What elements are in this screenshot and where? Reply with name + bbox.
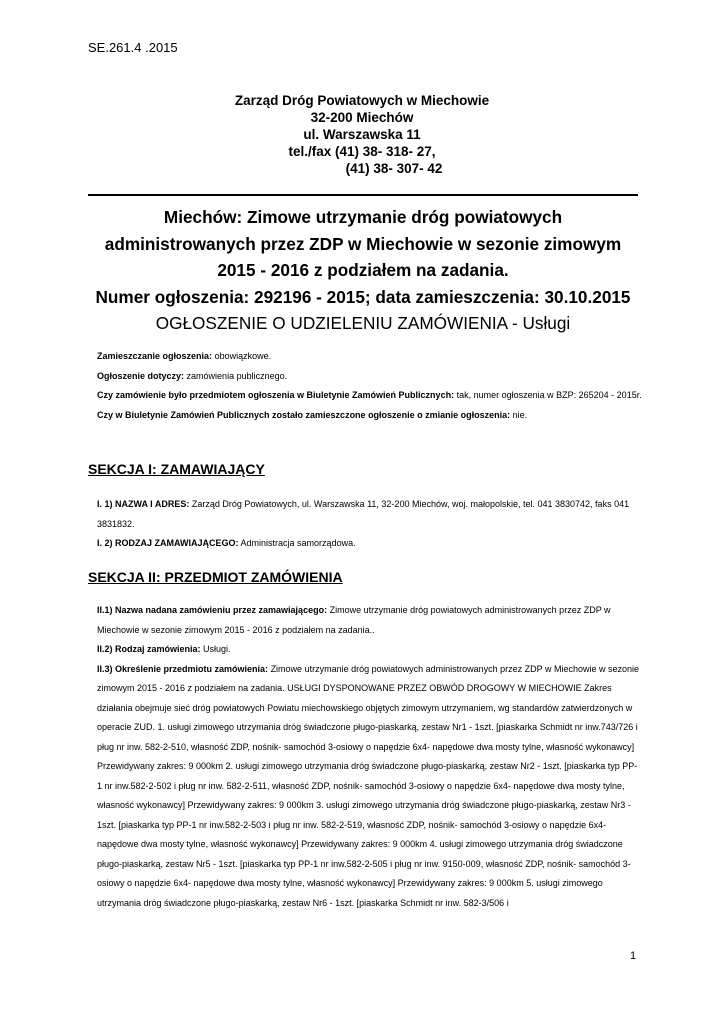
authority-type-value: Administracja samorządowa. [240,538,356,548]
authority-type-label: I. 2) RODZAJ ZAMAWIAJĄCEGO: [97,538,239,548]
address-label: I. 1) NAZWA I ADRES: [97,499,190,509]
meta-change-value: nie. [512,409,528,420]
contract-kind-label: II.2) Rodzaj zamówienia: [97,644,201,654]
issuer-header [0,92,724,177]
section-2-heading: SEKCJA II: PRZEDMIOT ZAMÓWIENIA [88,569,343,585]
title-line-3: 2015 - 2016 z podziałem na zadania. [217,260,509,280]
section-1-heading: SEKCJA I: ZAMAWIAJĄCY [88,461,265,477]
contract-name-value: Zimowe utrzymanie dróg powiatowych administrowanych przez ZDP w Miechowie w sezonie zimowym 2015 - 2016 z podziałem na zadania.. [97,605,611,635]
contracting-authority-address [97,495,642,534]
contract-name [97,601,642,640]
issuer-phone: tel./fax (41) 38- 318- 27, [288,144,436,159]
meta-concerns-value: zamówienia publicznego. [186,370,288,381]
contract-description [97,660,642,914]
issuer-phone-2: (41) 38- 307- 42 [345,161,443,176]
contract-name-label: II.1) Nazwa nadana zamówieniu przez zamawiającego: [97,605,328,615]
section-1-body [97,495,642,554]
meta-posting-value: obowiązkowe. [214,351,272,361]
contract-description-value: Zimowe utrzymanie dróg powiatowych administrowanych przez ZDP w Miechowie w sezonie zimowym 2015 - 2016 z podziałem na zadania. USŁUGI DYSPONOWANE PRZEZ OBWÓD DROGOWY W MIECHOWIE Zakres działania obejmuje sieć dróg powiatowych Powiatu miechowskiego objętych zimowym utrzymaniem, wg standardów zatwierdzonych w operacie ZUD. 1. usługi zimowego utrzymania dróg świadczone pługo-piaskarką, zestaw Nr1 - 1szt. [piaskarka Schmidt nr inw.743/726 i pług nr inw. 582-2-510, własność ZDP, nośnik- samochód 3-osiowy o napędzie 6x4- napędowe dwa mosty tylne, własność wykonawcy] Przewidywany zakres: 9 000km 2. usługi zimowego utrzymania dróg świadczone pługo-piaskarką, zestaw Nr2 - 1szt. [piaskarka typ PP-1 nr inw.582-2-502 i pług nr inw. 582-2-511, własność ZDP, nośnik- samochód 3-osiowy o napędzie 6x4- napędowe dwa mosty tylne, własność wykonawcy] Przewidywany zakres: 9 000km 3. usługi zimowego utrzymania dróg świadczone pługo-piaskarką, zestaw Nr3 - 1szt. [piaskarka typ PP-1 nr inw.582-2-503 i pług nr inw. 582-2-519, własność ZDP, nośnik- samochód 3-osiowy o napędzie 6x4- napędowe dwa mosty tylne, własność wykonawcy] Przewidywany zakres: 9 000km 4. usługi zimowego utrzymania dróg świadczone pługo-piaskarką, zestaw Nr5 - 1szt. [piaskarka typ PP-1 nr inw.582-2-505 i pług nr inw. 9150-009, własność ZDP, nośnik- samochód 3-osiowy o napędzie 6x4- napędowe dwa mosty tylne, własność wykonawcy] Przewidywany zakres: 9 000km 5. usługi zimowego utrzymania dróg świadczone pługo-piaskarką, zestaw Nr6 - 1szt. [piaskarka Schmidt nr inw. 582-3/506 i [97,663,640,908]
announcement-meta [97,347,642,425]
meta-change [97,406,642,426]
contract-kind [97,640,642,660]
meta-bzp-label: Czy zamówienie było przedmiotem ogłoszenia w Biuletynie Zamówień Publicznych: [97,390,455,400]
contracting-authority-type [97,534,642,554]
title-line-2: administrowanych przez ZDP w Miechowie w sezonie zimowym [104,233,622,254]
issuer-postal: 32-200 Miechów [310,110,414,125]
contract-kind-value: Usługi. [203,644,231,654]
meta-change-label: Czy w Biuletynie Zamówień Publicznych zostało zamieszczone ogłoszenie o zmianie ogłoszenia: [97,409,511,420]
document-title [88,204,638,337]
document-reference: SE.261.4 .2015 [88,40,178,55]
meta-posting-label: Zamieszczanie ogłoszenia: [97,351,213,361]
meta-bzp-value: tak, numer ogłoszenia w BZP: 265204 - 2015r. [456,390,642,400]
meta-concerns [97,367,642,387]
contract-description-label: II.3) Określenie przedmiotu zamówienia: [97,663,269,674]
issuer-name: Zarząd Dróg Powiatowych w Miechowie [234,93,490,108]
section-2-body [97,601,642,913]
title-line-1: Miechów: Zimowe utrzymanie dróg powiatowych [163,207,563,227]
address-value: Zarząd Dróg Powiatowych, ul. Warszawska 11, 32-200 Miechów, woj. małopolskie, tel. 041 3830742, faks 041 3831832. [97,499,630,529]
announcement-number: Numer ogłoszenia: 292196 - 2015; data zamieszczenia: 30.10.2015 [95,286,631,307]
meta-concerns-label: Ogłoszenie dotyczy: [97,370,185,381]
meta-posting [97,347,642,367]
meta-bzp [97,386,642,406]
header-divider [88,194,638,196]
issuer-street: ul. Warszawska 11 [303,127,421,142]
page-number: 1 [630,950,637,962]
announcement-type: OGŁOSZENIE O UDZIELENIU ZAMÓWIENIA - Usługi [155,313,571,333]
